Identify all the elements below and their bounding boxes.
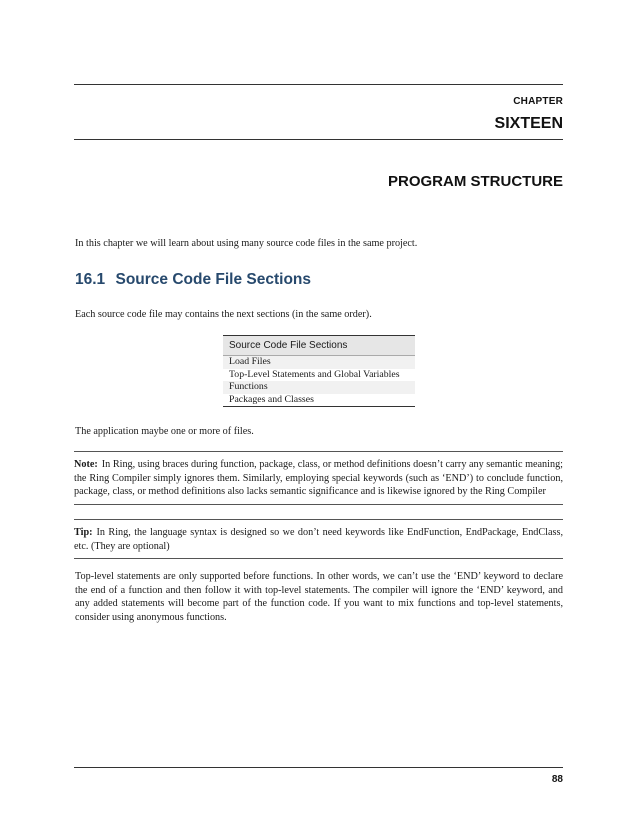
table-cell: Top-Level Statements and Global Variables bbox=[229, 368, 400, 380]
note-label: Note: bbox=[74, 459, 98, 470]
chapter-title: PROGRAM STRUCTURE bbox=[388, 173, 563, 190]
section-number: 16.1 bbox=[75, 271, 106, 288]
table-row bbox=[223, 356, 415, 369]
page-number: 88 bbox=[551, 774, 563, 785]
after-table-paragraph: The application maybe one or more of files. bbox=[75, 426, 254, 437]
section-title: Source Code File Sections bbox=[115, 271, 312, 288]
chapter-top-rule bbox=[74, 84, 563, 85]
tip-label: Tip: bbox=[74, 527, 93, 538]
closing-paragraph: Top-level statements are only supported before functions. In other words, we can’t use the ‘END’ keyword to declare the end of a function and then follow it with top-level statements. The compiler will ignore the ‘END’ keyword, and any added statements will become part of the function code. If you want to mix functions and top-level statements, consider using anonymous functions. bbox=[75, 571, 563, 623]
table-row bbox=[223, 369, 415, 382]
note-text: In Ring, using braces during function, package, class, or method definitions doesn’t carry any semantic meaning; the Ring Compiler simply ignores them. Similarly, employing special keywords (such as ‘END’) to conclude function, package, class, or method definitions also lacks semantic significance and is likewise ignored by the Ring Compiler bbox=[74, 459, 563, 498]
table-cell: Packages and Classes bbox=[223, 394, 415, 407]
table-cell: Functions bbox=[223, 381, 415, 394]
sections-table bbox=[223, 335, 415, 407]
table-row bbox=[223, 381, 415, 394]
section-lead-paragraph: Each source code file may contains the next sections (in the same order). bbox=[75, 309, 372, 320]
section-heading bbox=[75, 271, 311, 289]
chapter-label: CHAPTER bbox=[513, 96, 563, 107]
chapter-bottom-rule bbox=[74, 139, 563, 140]
table-header-row bbox=[223, 336, 415, 356]
table-header-cell: Source Code File Sections bbox=[223, 336, 415, 356]
tip-text: In Ring, the language syntax is designed so we don’t need keywords like EndFunction, EndPackage, EndClass, etc. (They are optional) bbox=[74, 527, 563, 552]
table-cell: Load Files bbox=[223, 356, 415, 369]
chapter-number: SIXTEEN bbox=[494, 115, 563, 132]
tip-box bbox=[74, 519, 563, 559]
intro-paragraph: In this chapter we will learn about using many source code files in the same project. bbox=[75, 238, 418, 249]
footer-rule bbox=[74, 767, 563, 768]
table-row bbox=[223, 394, 415, 407]
note-box bbox=[74, 451, 563, 505]
